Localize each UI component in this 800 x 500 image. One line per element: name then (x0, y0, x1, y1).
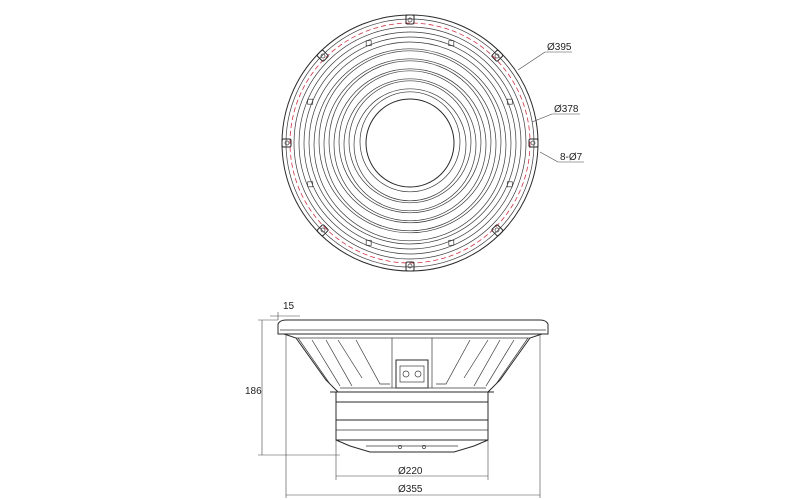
magnet (336, 402, 488, 420)
mounting-hole (285, 141, 289, 145)
basket-spoke-left (312, 340, 362, 386)
basket-spoke-center-right (436, 340, 470, 384)
label-magnet-diameter: Ø220 (398, 466, 423, 477)
leader-mounting-holes (540, 152, 558, 162)
basket-right-inner (496, 338, 528, 384)
terminal-post-left (403, 371, 409, 377)
cone-ring (354, 89, 466, 201)
cone-ring (324, 59, 496, 231)
label-outer-diameter: Ø395 (547, 42, 572, 53)
mounting-hole (408, 18, 412, 22)
cone-ring (329, 61, 491, 223)
cone-ring (314, 49, 506, 241)
dust-cap (366, 99, 454, 187)
mounting-hole (531, 141, 535, 145)
cone-ring (319, 51, 501, 233)
frame-flange (278, 320, 548, 334)
label-total-depth: 186 (245, 386, 262, 397)
terminal-inner (400, 366, 424, 382)
label-mounting-holes: 8-Ø7 (560, 152, 583, 163)
front-view (282, 15, 584, 271)
cone-rings (314, 49, 506, 241)
label-flange-thickness: 15 (283, 301, 295, 312)
frame-rim-inner (286, 19, 534, 267)
top-plate (336, 392, 488, 402)
side-view (245, 301, 548, 498)
basket-left-inner (298, 338, 330, 384)
label-baffle-cutout: Ø355 (398, 484, 423, 495)
mounting-hole (408, 264, 412, 268)
basket-spoke-center-left (356, 340, 390, 384)
terminal-block (396, 360, 428, 388)
leader-outer-diameter (518, 52, 545, 70)
basket-spoke-right (464, 340, 514, 386)
label-bolt-circle: Ø378 (554, 104, 579, 115)
cone-ring (360, 92, 460, 192)
mounting-hole (494, 227, 500, 233)
terminal-post-right (415, 371, 421, 377)
mounting-hole (320, 53, 326, 59)
